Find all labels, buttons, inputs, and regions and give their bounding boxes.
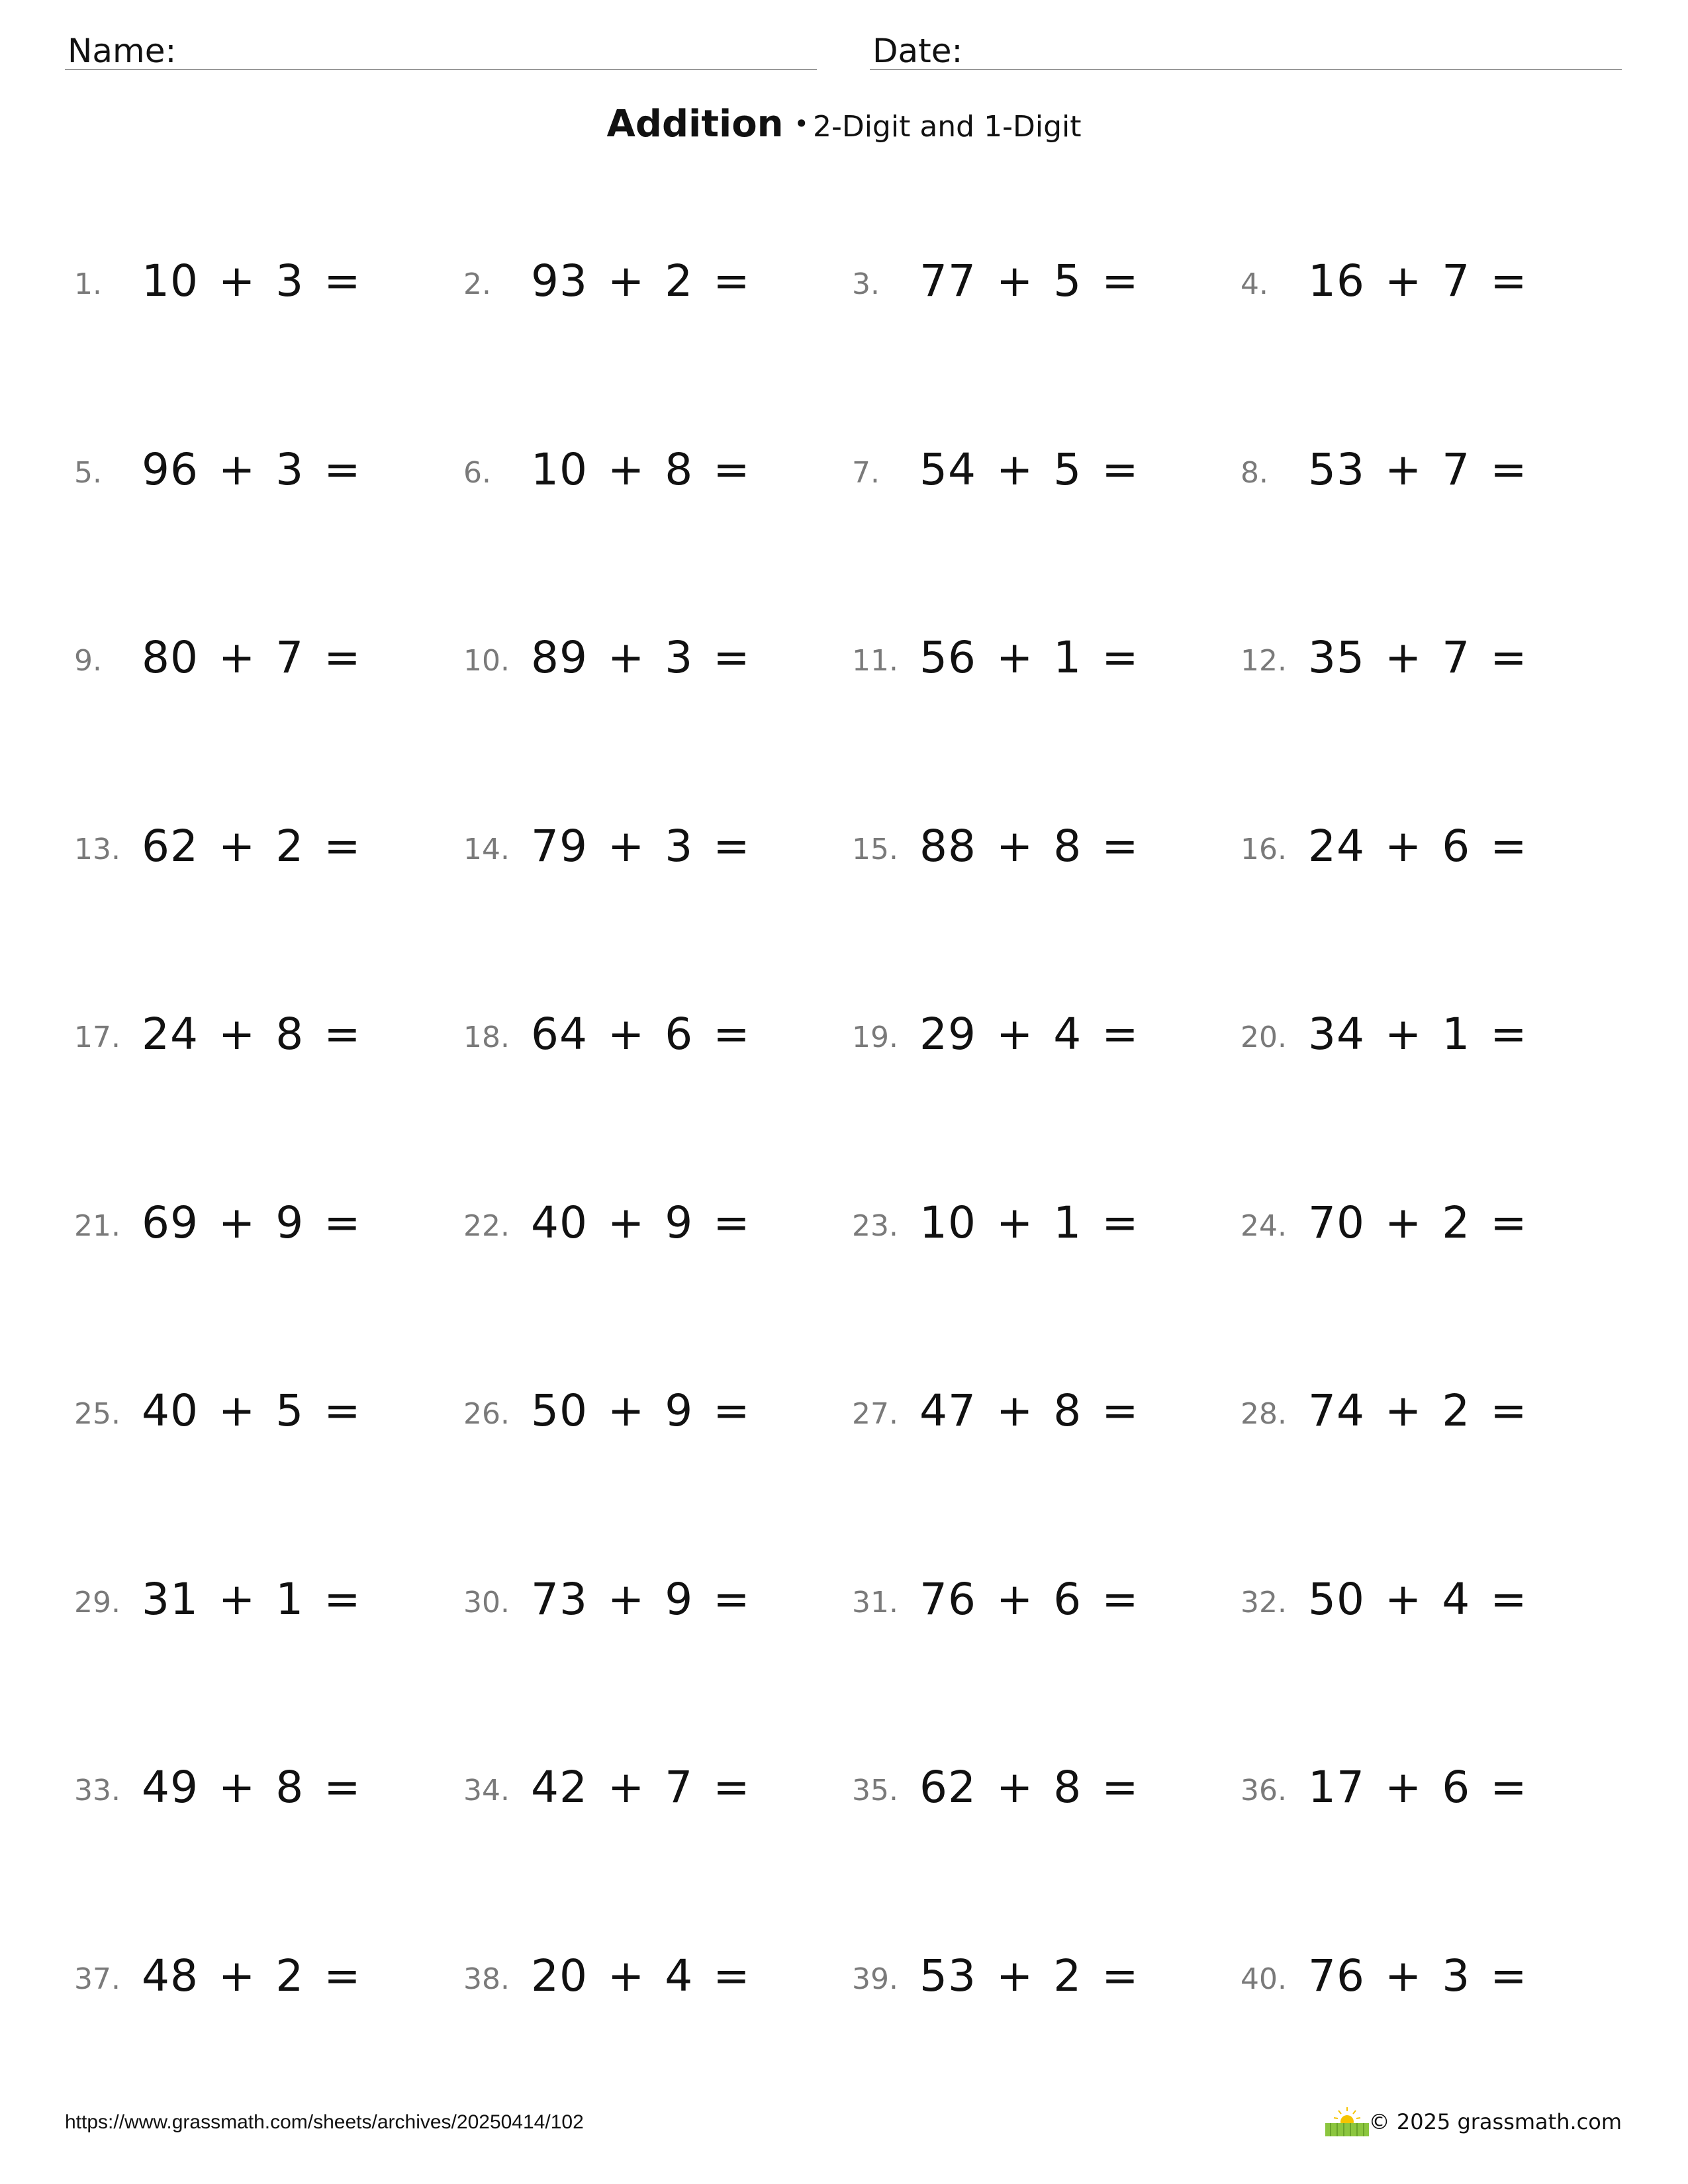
problem-item (852, 1005, 1223, 1064)
problem-item (463, 1193, 834, 1253)
problem-number: 16. (1241, 832, 1287, 866)
problem-expression: 69 + 9 = (142, 1197, 361, 1248)
problem-number: 27. (852, 1397, 898, 1431)
problem-expression: 93 + 2 = (531, 255, 751, 306)
problem-number: 36. (1241, 1774, 1287, 1807)
problem-item (463, 1005, 834, 1064)
problem-expression: 17 + 6 = (1308, 1762, 1528, 1813)
problem-number: 35. (852, 1774, 898, 1807)
problem-item (463, 1381, 834, 1441)
problem-expression: 62 + 2 = (142, 820, 361, 872)
problem-expression: 16 + 7 = (1308, 255, 1528, 306)
problem-expression: 40 + 9 = (531, 1197, 751, 1248)
problem-expression: 62 + 8 = (919, 1762, 1139, 1813)
problem-expression: 76 + 6 = (919, 1573, 1139, 1625)
problem-item (463, 251, 834, 311)
problem-expression: 42 + 7 = (531, 1762, 751, 1813)
problem-item (1241, 817, 1611, 876)
problem-expression: 20 + 4 = (531, 1950, 751, 2001)
problem-item (1241, 440, 1611, 500)
problem-item (74, 1570, 445, 1629)
problem-number: 26. (463, 1397, 510, 1431)
title-subtitle: 2-Digit and 1-Digit (812, 110, 1082, 144)
problem-number: 6. (463, 455, 491, 490)
problem-item (74, 628, 445, 688)
problem-number: 21. (74, 1208, 120, 1243)
problem-number: 18. (463, 1021, 510, 1054)
problem-number: 19. (852, 1021, 898, 1054)
problem-item (74, 1005, 445, 1064)
problem-expression: 35 + 7 = (1308, 632, 1528, 683)
problem-number: 11. (852, 644, 898, 678)
problem-expression: 88 + 8 = (919, 820, 1139, 872)
problem-expression: 73 + 9 = (531, 1573, 751, 1625)
problem-number: 39. (852, 1962, 898, 1996)
problem-item (852, 1758, 1223, 1817)
problem-number: 1. (74, 267, 102, 301)
problem-number: 32. (1241, 1585, 1287, 1619)
worksheet-title (0, 103, 1688, 146)
problem-number: 29. (74, 1585, 120, 1619)
problem-item (74, 440, 445, 500)
problem-item (852, 1946, 1223, 2006)
problem-expression: 80 + 7 = (142, 632, 361, 683)
problem-expression: 96 + 3 = (142, 443, 361, 495)
problem-expression: 24 + 6 = (1308, 820, 1528, 872)
problem-expression: 31 + 1 = (142, 1573, 361, 1625)
problem-expression: 34 + 1 = (1308, 1009, 1528, 1060)
problem-item (852, 817, 1223, 876)
problem-expression: 10 + 1 = (919, 1197, 1139, 1248)
problem-number: 8. (1241, 455, 1268, 490)
problem-number: 7. (852, 455, 880, 490)
problem-number: 24. (1241, 1208, 1287, 1243)
problem-number: 5. (74, 455, 102, 490)
problem-item (1241, 1946, 1611, 2006)
problem-number: 23. (852, 1208, 898, 1243)
date-field[interactable] (870, 26, 1622, 70)
problem-number: 38. (463, 1962, 510, 1996)
problem-number: 31. (852, 1585, 898, 1619)
title-separator: • (794, 109, 809, 138)
problem-expression: 49 + 8 = (142, 1762, 361, 1813)
problem-item (74, 1193, 445, 1253)
problem-number: 25. (74, 1397, 120, 1431)
problem-number: 12. (1241, 644, 1287, 678)
problem-expression: 70 + 2 = (1308, 1197, 1528, 1248)
problem-number: 3. (852, 267, 880, 301)
problem-item (463, 817, 834, 876)
problem-expression: 79 + 3 = (531, 820, 751, 872)
problem-expression: 47 + 8 = (919, 1385, 1139, 1436)
problem-expression: 24 + 8 = (142, 1009, 361, 1060)
problem-expression: 64 + 6 = (531, 1009, 751, 1060)
problem-number: 4. (1241, 267, 1268, 301)
problem-expression: 89 + 3 = (531, 632, 751, 683)
problem-item (1241, 1758, 1611, 1817)
problem-expression: 54 + 5 = (919, 443, 1139, 495)
problem-number: 22. (463, 1208, 510, 1243)
footer-copyright: © 2025 grassmath.com (1368, 2109, 1622, 2134)
problem-number: 10. (463, 644, 510, 678)
problem-item (74, 251, 445, 311)
problem-expression: 10 + 3 = (142, 255, 361, 306)
problem-item (74, 1946, 445, 2006)
problem-number: 9. (74, 644, 102, 678)
problem-expression: 53 + 7 = (1308, 443, 1528, 495)
problem-item (463, 628, 834, 688)
footer-url: https://www.grassmath.com/sheets/archives/20250414/102 (65, 2111, 584, 2133)
problem-grid (0, 251, 1688, 2138)
problem-expression: 10 + 8 = (531, 443, 751, 495)
problem-number: 2. (463, 267, 491, 301)
problem-item (1241, 1005, 1611, 1064)
name-field[interactable] (65, 26, 817, 70)
problem-expression: 50 + 4 = (1308, 1573, 1528, 1625)
problem-number: 13. (74, 832, 120, 866)
problem-item (463, 1758, 834, 1817)
problem-item (852, 440, 1223, 500)
problem-item (463, 440, 834, 500)
problem-item (1241, 251, 1611, 311)
problem-item (1241, 1570, 1611, 1629)
problem-item (74, 817, 445, 876)
problem-item (1241, 1381, 1611, 1441)
problem-item (463, 1946, 834, 2006)
name-label: Name: (68, 32, 177, 70)
problem-item (852, 628, 1223, 688)
problem-expression: 74 + 2 = (1308, 1385, 1528, 1436)
problem-item (1241, 628, 1611, 688)
problem-expression: 48 + 2 = (142, 1950, 361, 2001)
title-main: Addition (606, 103, 784, 146)
problem-item (1241, 1193, 1611, 1253)
problem-number: 20. (1241, 1021, 1287, 1054)
problem-item (852, 1570, 1223, 1629)
problem-number: 15. (852, 832, 898, 866)
problem-item (463, 1570, 834, 1629)
date-label: Date: (872, 32, 963, 70)
problem-number: 30. (463, 1585, 510, 1619)
problem-expression: 50 + 9 = (531, 1385, 751, 1436)
problem-number: 33. (74, 1774, 120, 1807)
problem-number: 37. (74, 1962, 120, 1996)
problem-expression: 40 + 5 = (142, 1385, 361, 1436)
problem-item (74, 1381, 445, 1441)
problem-item (852, 1381, 1223, 1441)
problem-number: 34. (463, 1774, 510, 1807)
problem-expression: 76 + 3 = (1308, 1950, 1528, 2001)
problem-item (852, 251, 1223, 311)
problem-item (852, 1193, 1223, 1253)
problem-expression: 77 + 5 = (919, 255, 1139, 306)
problem-number: 14. (463, 832, 510, 866)
problem-expression: 53 + 2 = (919, 1950, 1139, 2001)
problem-number: 17. (74, 1021, 120, 1054)
grass-sun-icon (1324, 2105, 1370, 2138)
problem-number: 28. (1241, 1397, 1287, 1431)
problem-number: 40. (1241, 1962, 1287, 1996)
problem-item (74, 1758, 445, 1817)
problem-expression: 56 + 1 = (919, 632, 1139, 683)
problem-expression: 29 + 4 = (919, 1009, 1139, 1060)
